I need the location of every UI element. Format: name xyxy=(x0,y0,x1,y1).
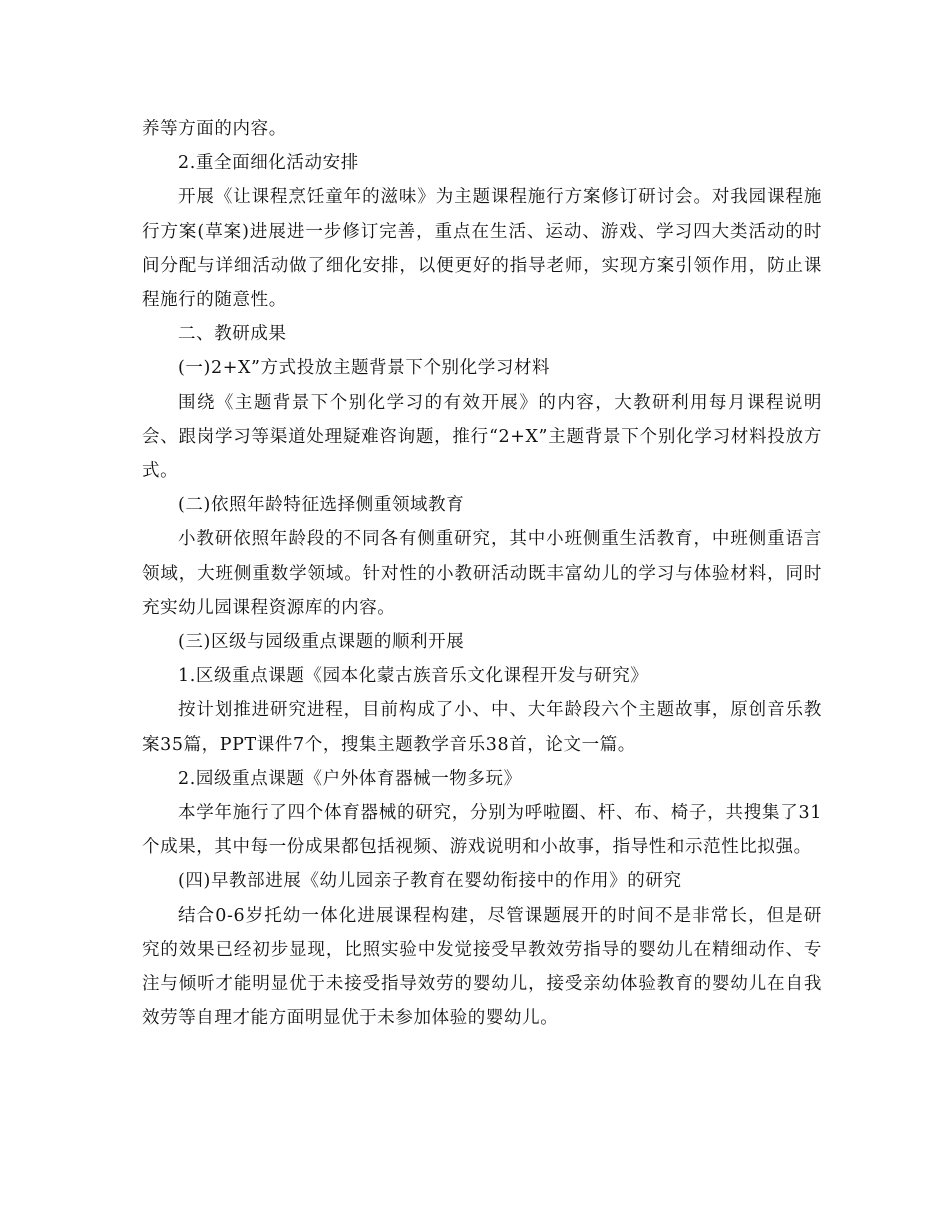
paragraph-district-project: 按计划推进研究进程，目前构成了小、中、大年龄段六个主题故事，原创音乐教案35篇，PPT课件7个，搜集主题教学音乐38首，论文一篇。 xyxy=(142,700,822,755)
subheading-district-project: 1.区级重点课题《园本化蒙古族音乐文化课程开发与研究》 xyxy=(178,666,649,687)
subheading-section-4: (四)早教部进展《幼儿园亲子教育在婴幼衔接中的作用》的研究 xyxy=(178,871,682,892)
subheading-section-1: (一)2+X”方式投放主题背景下个别化学习材料 xyxy=(178,358,551,379)
subheading-section-2: (二)依照年龄特征选择侧重领域教育 xyxy=(178,495,465,516)
paragraph-continuation: 养等方面的内容。 xyxy=(142,119,287,139)
section-heading-results: 二、教研成果 xyxy=(178,324,287,345)
document-body xyxy=(142,112,822,1035)
subheading-kindergarten-project: 2.园级重点课题《户外体育器械一物多玩》 xyxy=(178,768,522,789)
subheading-activity-arrangement: 2.重全面细化活动安排 xyxy=(178,153,359,174)
subheading-section-3: (三)区级与园级重点课题的顺利开展 xyxy=(178,632,465,653)
paragraph-kindergarten-project: 本学年施行了四个体育器械的研究，分别为呼啦圈、杆、布、椅子，共搜集了31个成果，其中每一份成果都包括视频、游戏说明和小故事，指导性和示范性比拟强。 xyxy=(142,803,822,858)
paragraph-section-4: 结合0-6岁托幼一体化进展课程构建，尽管课题展开的时间不是非常长，但是研究的效果已经初步显现，比照实验中发觉接受早教效劳指导的婴幼儿在精细动作、专注与倾听才能明显优于未接受指导效劳的婴幼儿，接受亲幼体验教育的婴幼儿在自我效劳等自理才能方面明显优于未参加体验的婴幼儿。 xyxy=(142,905,822,1029)
paragraph-section-2: 小教研依照年龄段的不同各有侧重研究，其中小班侧重生活教育，中班侧重语言领域，大班侧重数学领域。针对性的小教研活动既丰富幼儿的学习与体验材料，同时充实幼儿园课程资源库的内容。 xyxy=(142,529,822,618)
paragraph-section-1: 围绕《主题背景下个别化学习的有效开展》的内容，大教研利用每月课程说明会、跟岗学习等渠道处理疑难咨询题，推行“2+X”主题背景下个别化学习材料投放方式。 xyxy=(142,392,822,482)
paragraph-curriculum-revision: 开展《让课程烹饪童年的滋味》为主题课程施行方案修订研讨会。对我园课程施行方案(草案)进展进一步修订完善，重点在生活、运动、游戏、学习四大类活动的时间分配与详细活动做了细化安排，以便更好的指导老师，实现方案引领作用，防止课程施行的随意性。 xyxy=(142,187,822,311)
